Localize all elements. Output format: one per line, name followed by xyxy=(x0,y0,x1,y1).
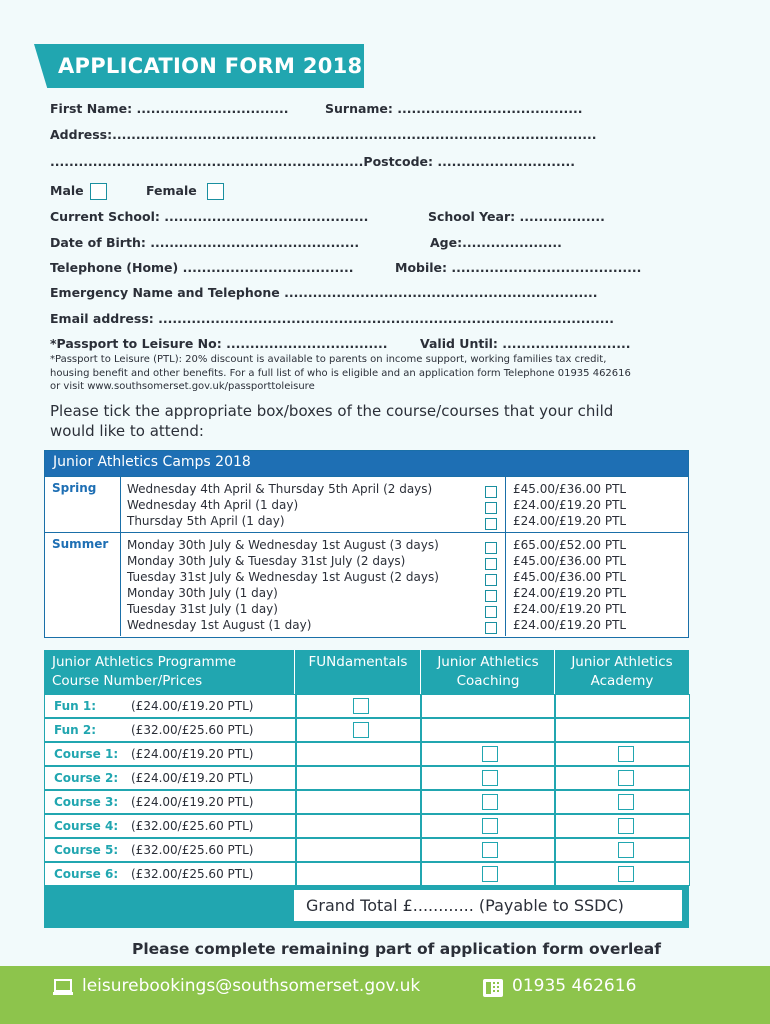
date-of-birth-field[interactable]: Date of Birth: ............................................ xyxy=(50,235,360,250)
table-row xyxy=(44,766,690,790)
row-label: Course 2: xyxy=(54,771,119,785)
programme-heading xyxy=(52,653,236,691)
academy-header xyxy=(555,653,689,691)
grand-total-text: Grand Total £............ (Payable to SSDC) xyxy=(306,896,624,915)
coaching-checkbox[interactable] xyxy=(482,746,498,766)
table-row xyxy=(44,862,690,886)
camp-price: £45.00/£36.00 PTL xyxy=(513,554,627,568)
row-label: Course 3: xyxy=(54,795,119,809)
camp-price: £24.00/£19.20 PTL xyxy=(513,498,627,512)
summer-row xyxy=(45,532,688,636)
coaching-checkbox[interactable] xyxy=(482,866,498,886)
form-title: APPLICATION FORM 2018 xyxy=(58,54,363,78)
camp-price: £65.00/£52.00 PTL xyxy=(513,538,627,552)
row-label: Fun 2: xyxy=(54,723,97,737)
academy-checkbox[interactable] xyxy=(618,794,634,814)
table-row xyxy=(44,790,690,814)
row-label: Course 5: xyxy=(54,843,119,857)
camps-table-title: Junior Athletics Camps 2018 xyxy=(45,451,688,476)
table-row xyxy=(44,814,690,838)
note-line: *Passport to Leisure (PTL): 20% discount is available to parents on income support, working families tax credit, xyxy=(50,354,607,365)
ptl-note xyxy=(50,353,710,394)
row-label: Course 1: xyxy=(54,747,119,761)
coaching-header-line: Junior Athletics xyxy=(437,654,539,670)
camp-date: Thursday 5th April (1 day) xyxy=(127,514,285,528)
camp-checkbox[interactable] xyxy=(485,619,497,638)
camps-table xyxy=(44,450,689,638)
table-row xyxy=(44,694,690,718)
telephone-icon xyxy=(482,977,504,999)
female-label: Female xyxy=(146,183,197,198)
camp-price: £24.00/£19.20 PTL xyxy=(513,618,627,632)
fundamentals-checkbox[interactable] xyxy=(353,722,369,742)
coaching-header-line: Coaching xyxy=(456,673,520,689)
postcode-field[interactable]: ..................................................................Postcode: ............................. xyxy=(50,154,576,169)
current-school-field[interactable]: Current School: ........................................... xyxy=(50,209,369,224)
instruction-text xyxy=(50,401,690,441)
email-field[interactable]: Email address: ................................................................................................ xyxy=(50,311,614,326)
row-price: (£32.00/£25.60 PTL) xyxy=(131,843,254,857)
coaching-header xyxy=(422,653,554,691)
programme-heading-line: Junior Athletics Programme xyxy=(52,654,237,670)
footer-bar xyxy=(0,966,770,1024)
coaching-checkbox[interactable] xyxy=(482,770,498,790)
camp-price: £24.00/£19.20 PTL xyxy=(513,602,627,616)
passport-number-field[interactable]: *Passport to Leisure No: .................................. xyxy=(50,336,388,351)
row-price: (£24.00/£19.20 PTL) xyxy=(131,795,254,809)
academy-checkbox[interactable] xyxy=(618,818,634,838)
coaching-checkbox[interactable] xyxy=(482,794,498,814)
row-label: Course 4: xyxy=(54,819,119,833)
row-label: Course 6: xyxy=(54,867,119,881)
camp-date: Wednesday 4th April (1 day) xyxy=(127,498,299,512)
row-price: (£32.00/£25.60 PTL) xyxy=(131,867,254,881)
valid-until-field[interactable]: Valid Until: ........................... xyxy=(420,336,631,351)
row-label: Fun 1: xyxy=(54,699,97,713)
academy-header-line: Junior Athletics xyxy=(571,654,673,670)
female-checkbox[interactable] xyxy=(207,181,224,200)
camp-price: £45.00/£36.00 PTL xyxy=(513,482,627,496)
address-field[interactable]: Address:...................................................................................................... xyxy=(50,127,597,142)
row-price: (£24.00/£19.20 PTL) xyxy=(131,747,254,761)
male-checkbox[interactable] xyxy=(90,181,107,200)
table-row xyxy=(44,838,690,862)
row-price: (£24.00/£19.20 PTL) xyxy=(131,771,254,785)
camp-price: £24.00/£19.20 PTL xyxy=(513,514,627,528)
camp-price: £45.00/£36.00 PTL xyxy=(513,570,627,584)
camp-date: Tuesday 31st July (1 day) xyxy=(127,602,278,616)
first-name-field[interactable]: First Name: ................................ xyxy=(50,101,289,116)
laptop-icon xyxy=(52,978,74,998)
camp-date: Wednesday 4th April & Thursday 5th April (2 days) xyxy=(127,482,433,496)
mobile-field[interactable]: Mobile: ........................................ xyxy=(395,260,642,275)
footer-phone[interactable]: 01935 462616 xyxy=(512,976,637,996)
academy-checkbox[interactable] xyxy=(618,770,634,790)
school-year-field[interactable]: School Year: .................. xyxy=(428,209,605,224)
fundamentals-checkbox[interactable] xyxy=(353,698,369,718)
emergency-contact-field[interactable]: Emergency Name and Telephone .................................................................. xyxy=(50,285,598,300)
camp-date: Monday 30th July & Wednesday 1st August (3 days) xyxy=(127,538,439,552)
summer-label: Summer xyxy=(52,537,109,551)
footer-email[interactable]: leisurebookings@southsomerset.gov.uk xyxy=(82,976,421,996)
camp-date: Monday 30th July (1 day) xyxy=(127,586,278,600)
overleaf-notice: Please complete remaining part of application form overleaf xyxy=(132,940,661,958)
spring-label: Spring xyxy=(52,481,97,495)
surname-field[interactable]: Surname: ....................................... xyxy=(325,101,583,116)
note-line: or visit www.southsomerset.gov.uk/passporttoleisure xyxy=(50,381,315,392)
spring-row xyxy=(45,476,688,532)
telephone-field[interactable]: Telephone (Home) .................................... xyxy=(50,260,354,275)
instruction-line: would like to attend: xyxy=(50,422,204,440)
camp-date: Monday 30th July & Tuesday 31st July (2 days) xyxy=(127,554,406,568)
table-row xyxy=(44,718,690,742)
academy-header-line: Academy xyxy=(590,673,654,689)
camp-date: Tuesday 31st July & Wednesday 1st August (2 days) xyxy=(127,570,439,584)
male-label: Male xyxy=(50,183,84,198)
row-price: (£32.00/£25.60 PTL) xyxy=(131,723,254,737)
programme-table xyxy=(44,650,689,928)
coaching-checkbox[interactable] xyxy=(482,818,498,838)
coaching-checkbox[interactable] xyxy=(482,842,498,862)
camp-price: £24.00/£19.20 PTL xyxy=(513,586,627,600)
academy-checkbox[interactable] xyxy=(618,866,634,886)
fundamentals-header: FUNdamentals xyxy=(308,654,408,670)
note-line: housing benefit and other benefits. For a full list of who is eligible and an application form Telephone 01935 462616 xyxy=(50,367,631,379)
table-row xyxy=(44,742,690,766)
grand-total-box[interactable] xyxy=(294,890,682,921)
age-field[interactable]: Age:..................... xyxy=(430,235,562,250)
instruction-line: Please tick the appropriate box/boxes of the course/courses that your child xyxy=(50,402,614,420)
programme-heading-line: Course Number/Prices xyxy=(52,673,203,689)
academy-checkbox[interactable] xyxy=(618,746,634,766)
academy-checkbox[interactable] xyxy=(618,842,634,862)
row-price: (£24.00/£19.20 PTL) xyxy=(131,699,254,713)
row-price: (£32.00/£25.60 PTL) xyxy=(131,819,254,833)
camp-date: Wednesday 1st August (1 day) xyxy=(127,618,312,632)
